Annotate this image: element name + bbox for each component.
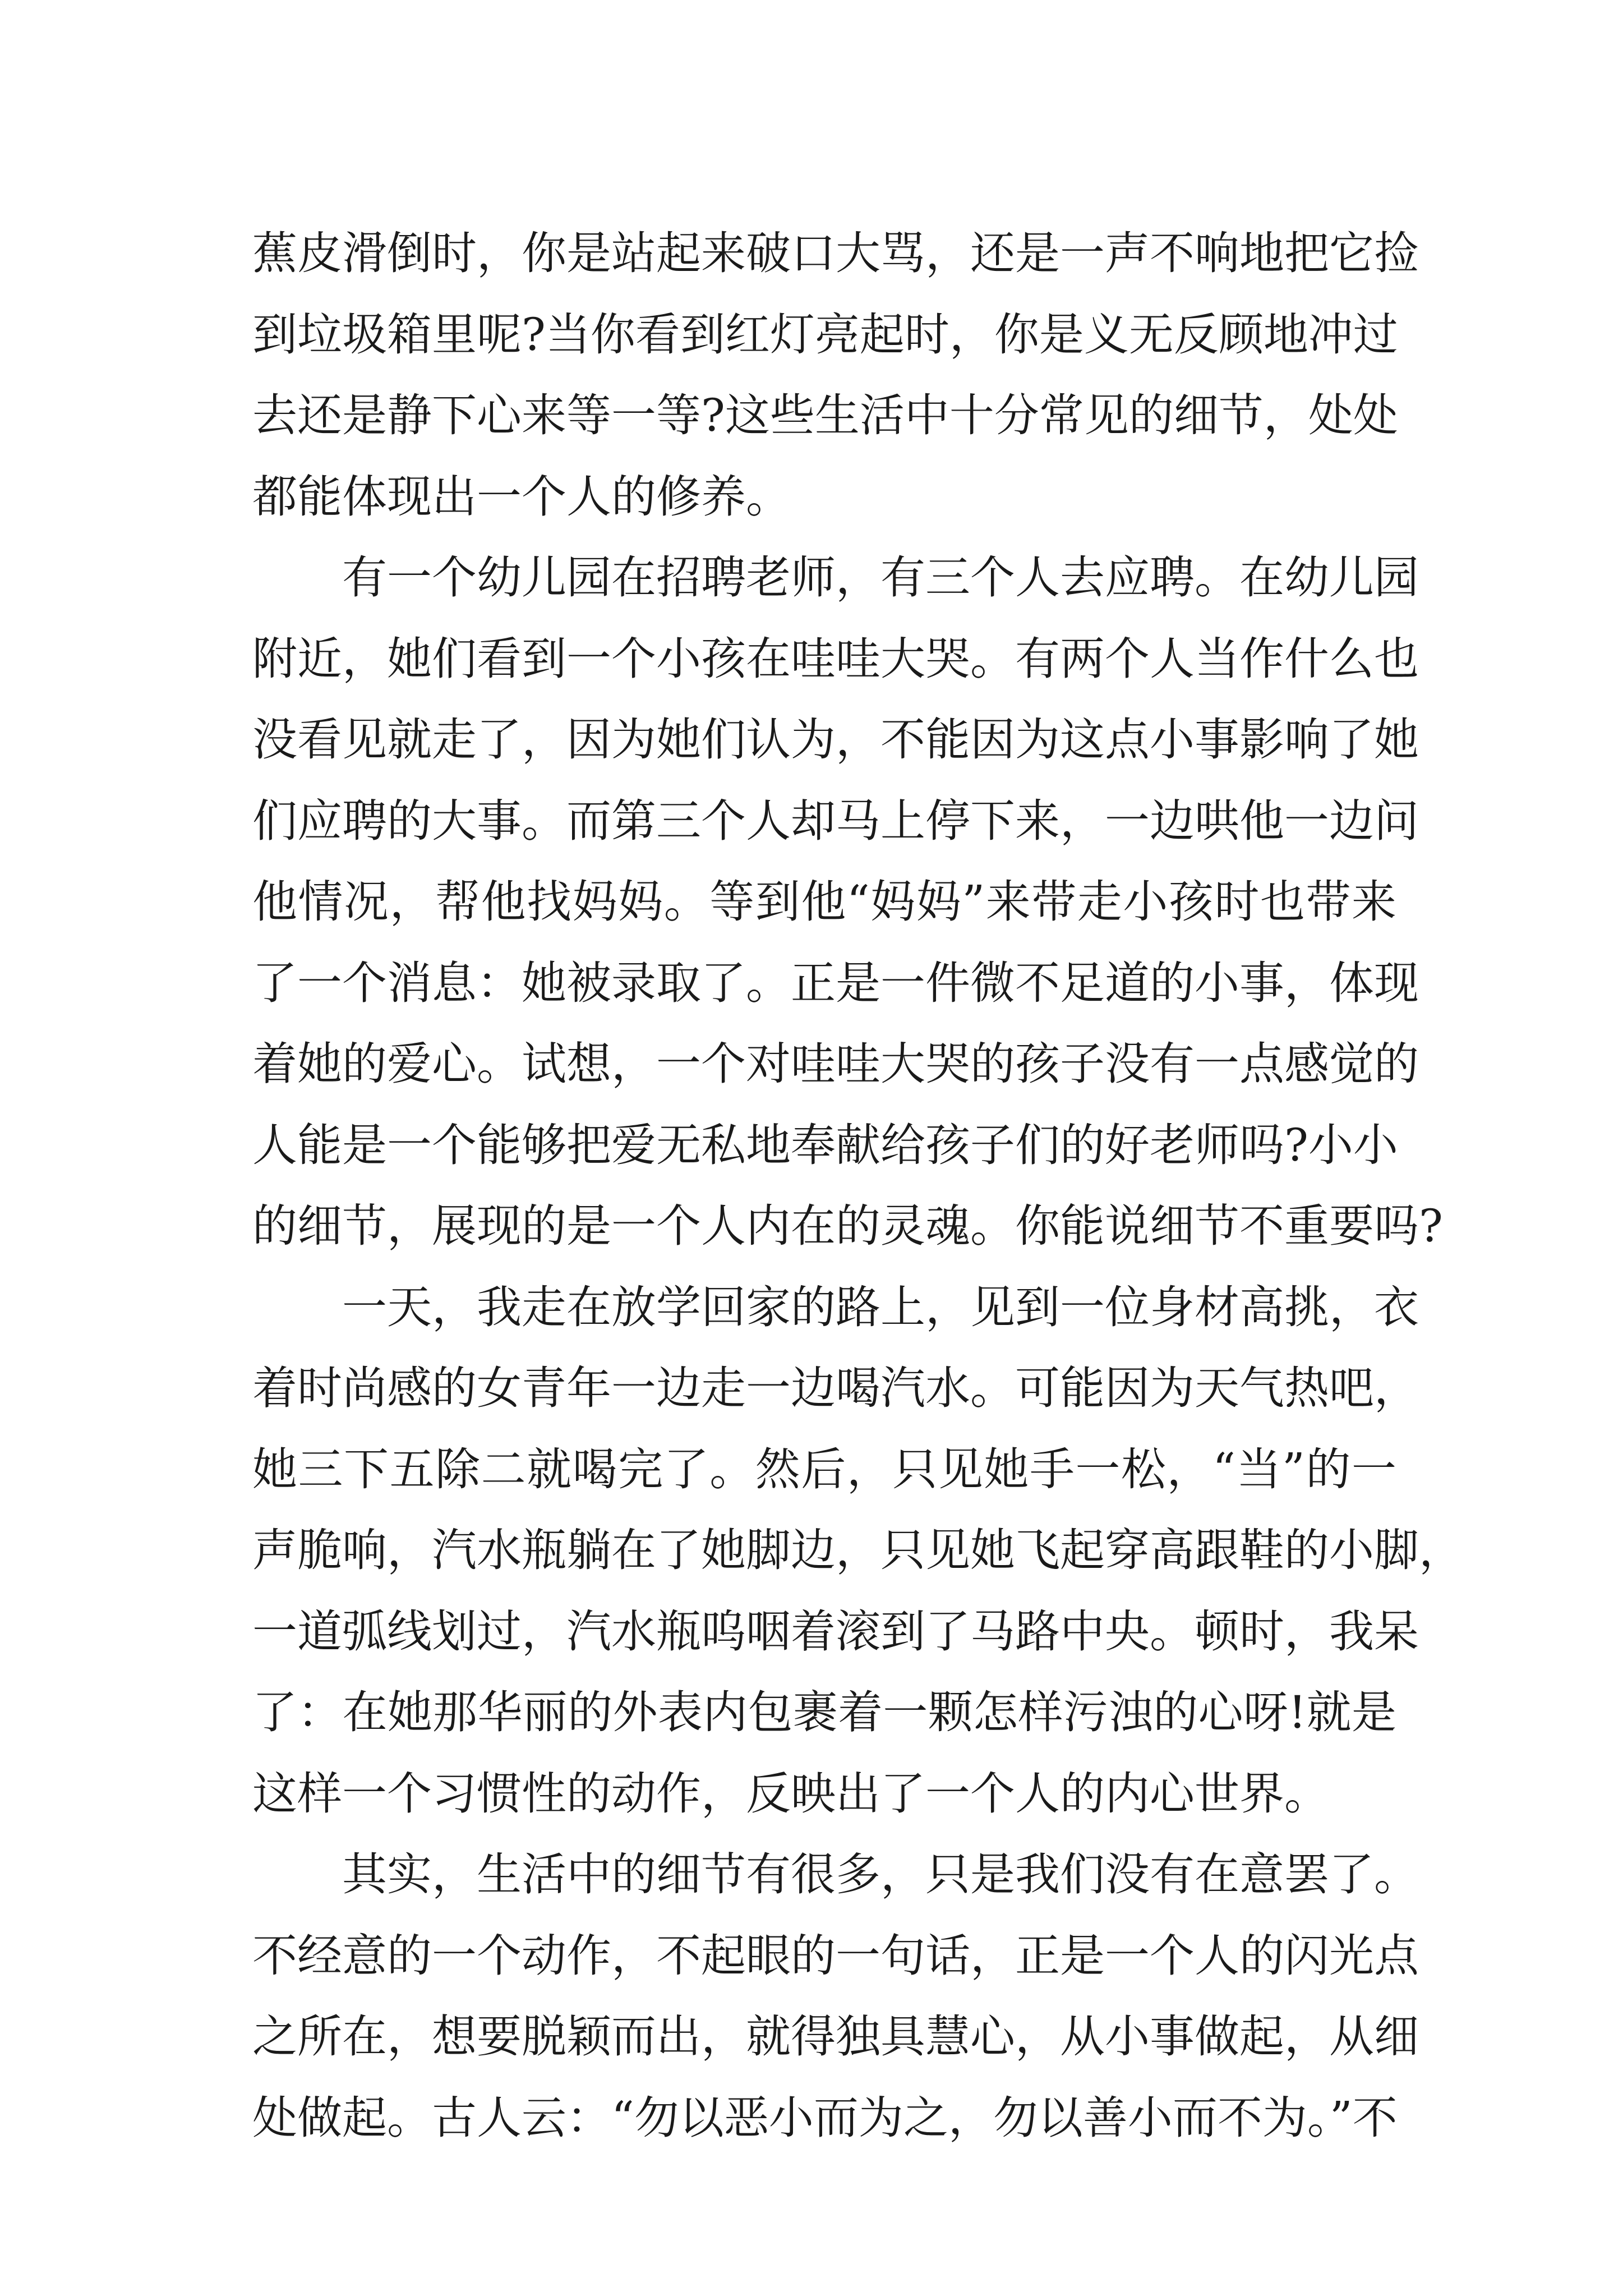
text-line: 到垃圾箱里呢?当你看到红灯亮起时，你是义无反顾地冲过: [252, 308, 1398, 361]
text-line: 她三下五除二就喝完了。然后，只见她手一松，“当”的一: [252, 1443, 1396, 1496]
text-line: 处做起。古人云：“勿以恶小而为之，勿以善小而不为。”不: [252, 2091, 1398, 2144]
text-line: 人能是一个能够把爱无私地奉献给孩子们的好老师吗?小小: [252, 1119, 1398, 1171]
text-line: 声脆响，汽水瓶躺在了她脚边，只见她飞起穿高跟鞋的小脚，: [252, 1524, 1464, 1576]
text-line: 附近，她们看到一个小孩在哇哇大哭。有两个人当作什么也: [252, 632, 1419, 685]
essay-body: [252, 213, 1464, 2159]
text-line: 之所在，想要脱颖而出，就得独具慧心，从小事做起，从细: [252, 2010, 1419, 2063]
paragraph-first-line: 一天，我走在放学回家的路上，见到一位身材高挑，衣: [342, 1281, 1419, 1333]
text-line: 这样一个习惯性的动作，反映出了一个人的内心世界。: [252, 1767, 1329, 1820]
text-line: 们应聘的大事。而第三个人却马上停下来，一边哄他一边问: [252, 794, 1419, 847]
text-line: 着她的爱心。试想，一个对哇哇大哭的孩子没有一点感觉的: [252, 1038, 1419, 1090]
text-line: 他情况，帮他找妈妈。等到他“妈妈”来带走小孩时也带来: [252, 876, 1396, 928]
text-line: 去还是静下心来等一等?这些生活中十分常见的细节，处处: [252, 389, 1398, 441]
text-line: 都能体现出一个人的修养。: [252, 470, 791, 523]
paragraph-first-line: 有一个幼儿园在招聘老师，有三个人去应聘。在幼儿园: [342, 551, 1419, 604]
text-line: 的细节，展现的是一个人内在的灵魂。你能说细节不重要吗?: [252, 1200, 1443, 1252]
text-line: 没看见就走了，因为她们认为，不能因为这点小事影响了她: [252, 714, 1419, 766]
text-line: 不经意的一个动作，不起眼的一句话，正是一个人的闪光点: [252, 1929, 1419, 1982]
paragraph-first-line: 其实，生活中的细节有很多，只是我们没有在意罢了。: [342, 1848, 1419, 1901]
text-line: 了：在她那华丽的外表内包裹着一颗怎样污浊的心呀!就是: [252, 1686, 1396, 1738]
text-line: 着时尚感的女青年一边走一边喝汽水。可能因为天气热吧，: [252, 1362, 1419, 1414]
text-line: 一道弧线划过，汽水瓶呜咽着滚到了马路中央。顿时，我呆: [252, 1605, 1419, 1658]
text-line: 了一个消息：她被录取了。正是一件微不足道的小事，体现: [252, 956, 1419, 1009]
text-line: 蕉皮滑倒时，你是站起来破口大骂，还是一声不响地把它捡: [252, 227, 1419, 279]
